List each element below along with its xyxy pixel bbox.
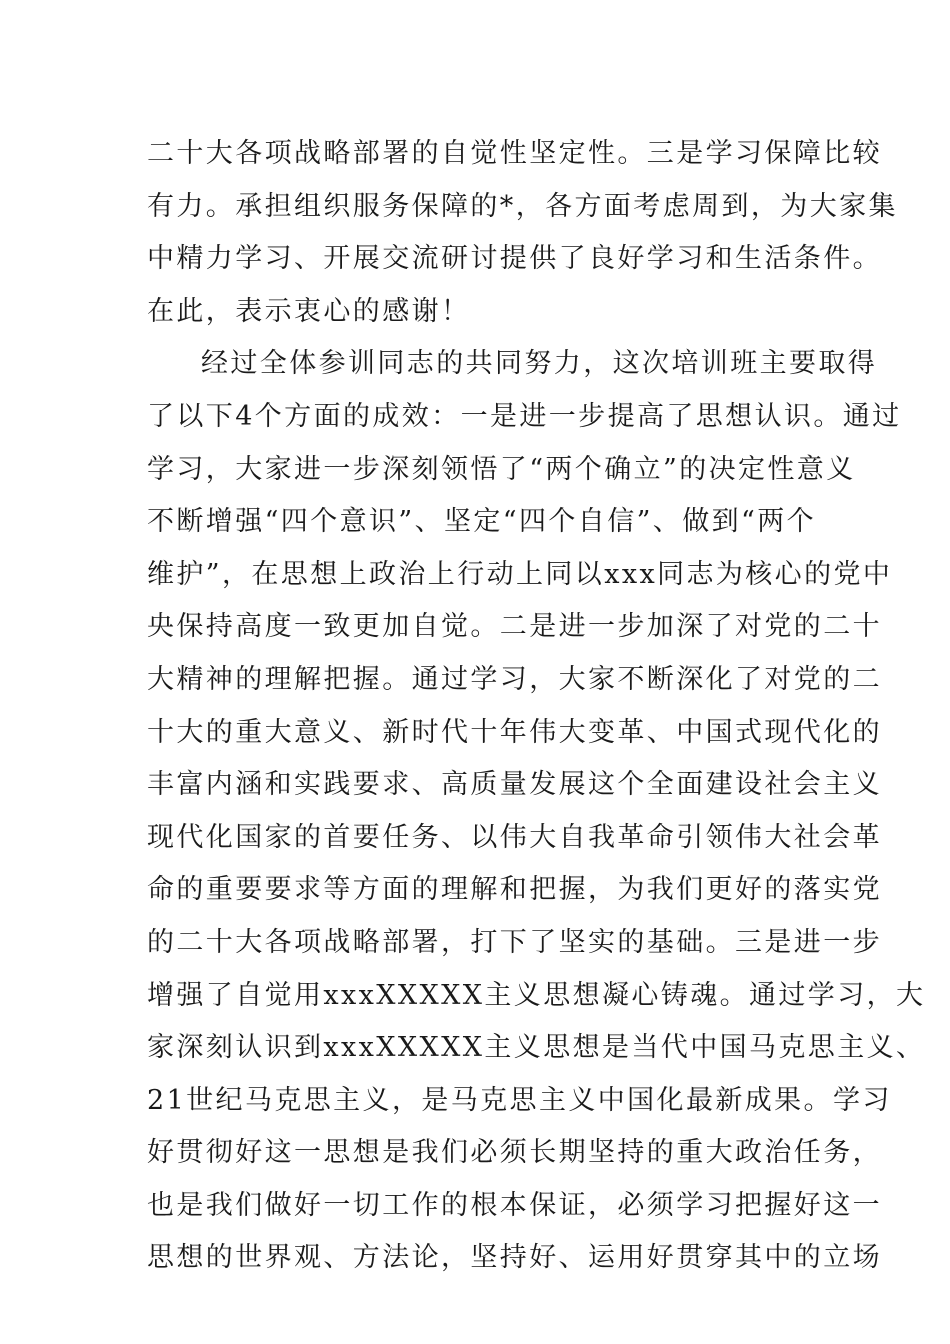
text-line: 丰富内涵和实践要求、高质量发展这个全面建设社会主义 [147,769,882,801]
text-line: 学习，大家进一步深刻领悟了“两个确立”的决定性意义 [147,453,856,485]
text-line: 21世纪马克思主义，是马克思主义中国化最新成果。学习 [147,1084,892,1116]
text-line: 现代化国家的首要任务、以伟大自我革命引领伟大社会革 [147,821,882,853]
text-line: 增强了自觉用xxxXXXXX主义思想凝心铸魂。通过学习，大 [147,979,926,1011]
text-line: 中精力学习、开展交流研讨提供了良好学习和生活条件。 [147,243,882,275]
text-line: 了以下4个方面的成效：一是进一步提高了思想认识。通过 [147,400,902,432]
text-line: 维护”，在思想上政治上行动上同以xxx同志为核心的党中 [147,558,893,590]
text-line: 有力。承担组织服务保障的*，各方面考虑周到，为大家集 [147,190,898,222]
text-line: 十大的重大意义、新时代十年伟大变革、中国式现代化的 [147,716,882,748]
paragraph-first-line: 经过全体参训同志的共同努力，这次培训班主要取得 [201,348,878,380]
document-body [147,128,926,1285]
text-line: 思想的世界观、方法论，坚持好、运用好贯穿其中的立场 [147,1242,882,1274]
text-line: 在此，表示衷心的感谢！ [147,295,471,327]
text-line: 大精神的理解把握。通过学习，大家不断深化了对党的二 [147,663,882,695]
text-line: 央保持高度一致更加自觉。二是进一步加深了对党的二十 [147,611,882,643]
text-line: 家深刻认识到xxxXXXXX主义思想是当代中国马克思主义、 [147,1032,926,1064]
text-line: 不断增强“四个意识”、坚定“四个自信”、做到“两个 [147,506,817,538]
text-line: 好贯彻好这一思想是我们必须长期坚持的重大政治任务， [147,1137,882,1169]
text-line: 命的重要要求等方面的理解和把握，为我们更好的落实党 [147,874,882,906]
text-line: 也是我们做好一切工作的根本保证，必须学习把握好这一 [147,1189,882,1221]
text-line: 二十大各项战略部署的自觉性坚定性。三是学习保障比较 [147,138,882,169]
text-line: 的二十大各项战略部署，打下了坚实的基础。三是进一步 [147,926,882,958]
